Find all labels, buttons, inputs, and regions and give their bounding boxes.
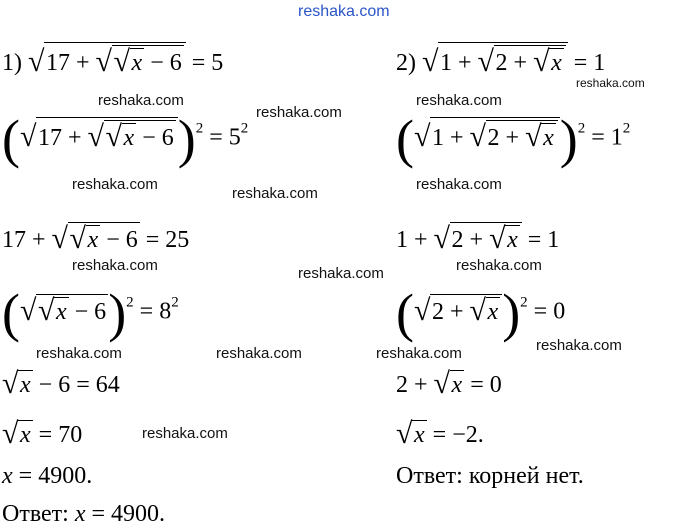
right-eq-4: (√ 2 + √ x)$^2$ = 0: [396, 286, 565, 340]
watermark: reshaka.com: [216, 345, 302, 362]
watermark: reshaka.com: [142, 425, 228, 442]
watermark: reshaka.com: [298, 265, 384, 282]
right-eq-6: √ x = −2.: [396, 420, 484, 447]
left-eq-4: (√ √ $x - 6)^2 = 8^2$: [2, 286, 179, 340]
left-eq-5: √ x − 6 = 64: [2, 370, 120, 397]
right-eq-3: 1 + √ 2 + √ x = 1: [396, 222, 559, 252]
watermark: reshaka.com: [456, 257, 542, 274]
watermark: reshaka.com: [416, 176, 502, 193]
watermark: reshaka.com: [576, 76, 645, 90]
watermark: reshaka.com: [536, 337, 622, 354]
left-eq-7: x = 4900.: [2, 463, 93, 489]
watermark: reshaka.com: [72, 257, 158, 274]
watermark: reshaka.com: [232, 185, 318, 202]
left-eq-3: 17 + √ √ x − 6 = 25: [2, 222, 189, 252]
watermark: reshaka.com: [36, 345, 122, 362]
right-eq-1: 2) √ 1 + √ 2 + √ x = 1: [396, 42, 605, 75]
left-eq-1: 1) √ 17 + √ √ x − 6 = 5: [2, 42, 223, 75]
right-eq-5: 2 + √ x = 0: [396, 370, 502, 397]
watermark: reshaka.com: [256, 104, 342, 121]
watermark: reshaka.com: [72, 176, 158, 193]
left-answer: Ответ: x = 4900.: [2, 501, 166, 527]
watermark: reshaka.com: [98, 92, 184, 109]
right-eq-2: (√ 1 + √ 2 + √ x )$^2 = 1^2$: [396, 112, 630, 166]
watermark: reshaka.com: [416, 92, 502, 109]
watermark: reshaka.com: [298, 3, 390, 20]
right-answer: Ответ: корней нет.: [396, 463, 584, 489]
watermark: reshaka.com: [376, 345, 462, 362]
left-eq-2: (√ 17 + √ √ $x - 6)^2 = 5^2$: [2, 112, 248, 166]
left-eq-6: √ x = 70: [2, 420, 82, 447]
